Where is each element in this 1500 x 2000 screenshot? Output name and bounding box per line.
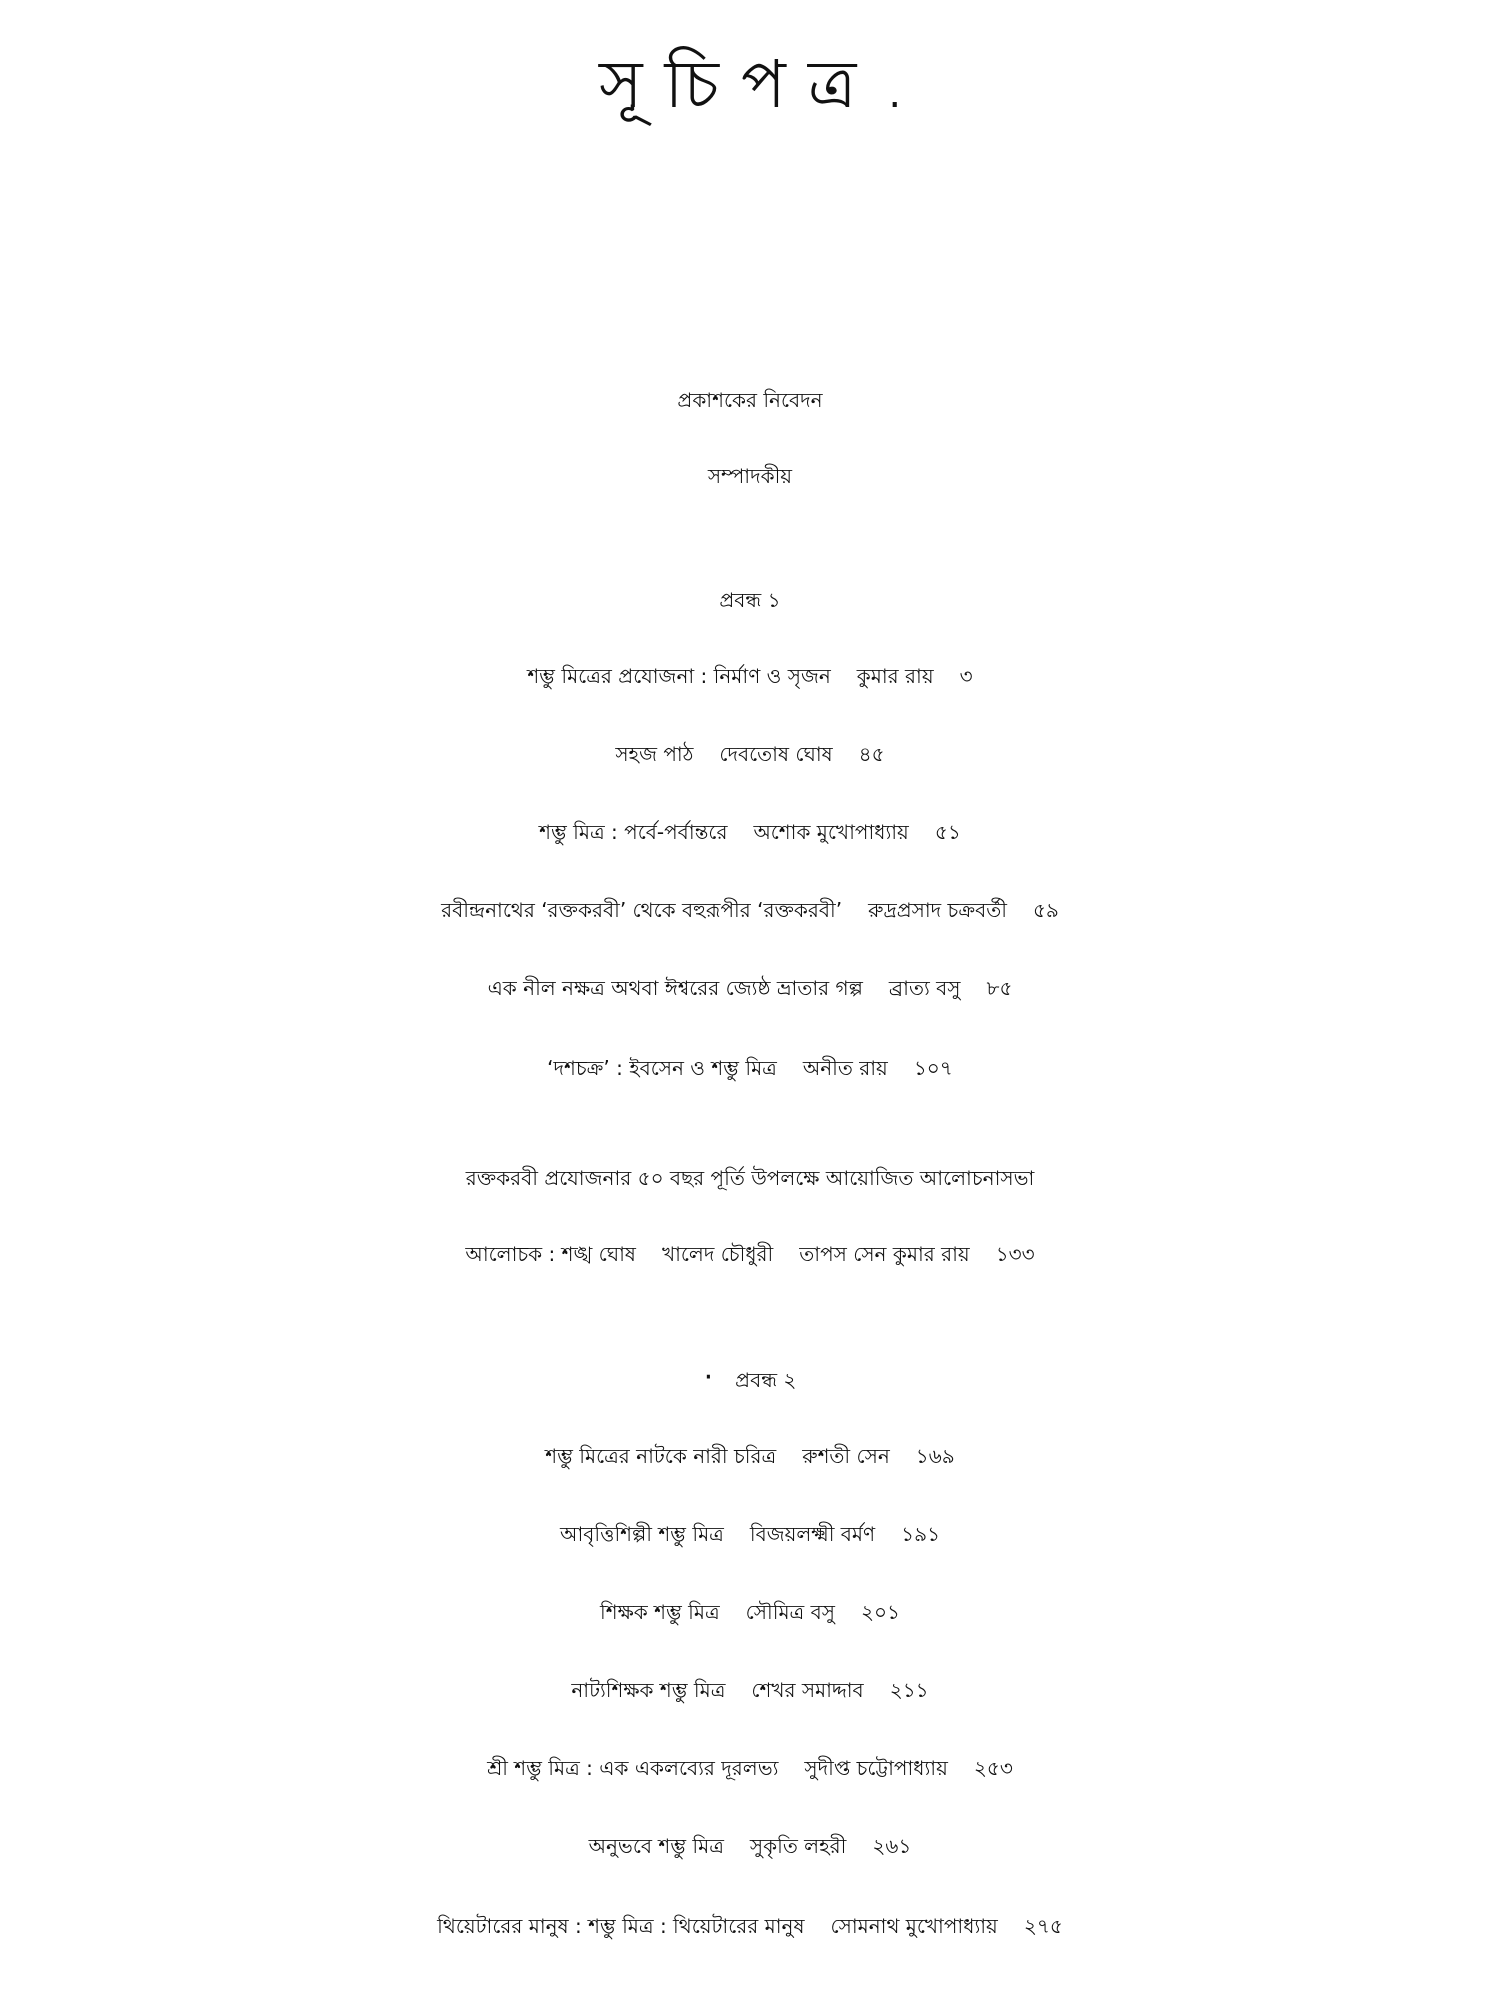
seminar-speaker: শঙ্খ ঘোষ xyxy=(561,1242,636,1266)
page-title xyxy=(0,40,1500,139)
seminar-speaker: কুমার রায় xyxy=(892,1242,970,1266)
entry-author: বিজয়লক্ষ্মী বর্মণ xyxy=(749,1522,876,1546)
entry-author: রুশতী সেন xyxy=(802,1444,890,1468)
seminar-speaker: তাপস সেন xyxy=(799,1242,887,1266)
entry-title: শম্ভু মিত্র : পর্বে-পর্বান্তরে xyxy=(539,820,728,844)
entry-title: সহজ পাঠ xyxy=(615,742,694,766)
toc-entry xyxy=(0,1584,1500,1640)
toc-entry xyxy=(0,1040,1500,1096)
seminar-label: আলোচক : xyxy=(465,1242,556,1266)
entry-page: ৪৫ xyxy=(858,742,885,766)
entry-page: ২০১ xyxy=(860,1600,900,1624)
front-matter-publisher-note: প্রকাশকের নিবেদন xyxy=(677,388,823,412)
entry-title: শম্ভু মিত্রের নাটকে নারী চরিত্র xyxy=(545,1444,777,1468)
entry-author: সোমনাথ মুখোপাধ্যায় xyxy=(830,1914,998,1938)
toc-entry xyxy=(0,1898,1500,1954)
toc-entry xyxy=(0,960,1500,1016)
entry-page: ২৫৩ xyxy=(973,1756,1013,1780)
entry-title: ‘দশচক্র’ : ইবসেন ও শম্ভু মিত্র xyxy=(547,1056,777,1080)
title-mark: . xyxy=(888,71,902,117)
entry-author: রুদ্রপ্রসাদ চক্রবর্তী xyxy=(868,898,1007,922)
seminar-speaker: খালেদ চৌধুরী xyxy=(661,1242,774,1266)
entry-title: শম্ভু মিত্রের প্রযোজনা : নির্মাণ ও সৃজন xyxy=(527,664,831,688)
section2-heading xyxy=(0,1350,1500,1408)
entry-author: সুদীপ্ত চট্টোপাধ্যায় xyxy=(804,1756,948,1780)
toc-entry xyxy=(0,726,1500,782)
front-matter-editorial: সম্পাদকীয় xyxy=(707,464,793,488)
section2-heading-text: প্রবন্ধ ২ xyxy=(735,1368,797,1392)
entry-author: সৌমিত্র বসু xyxy=(745,1600,835,1624)
toc-entry xyxy=(0,1506,1500,1562)
entry-title: অনুভবে শম্ভু মিত্র xyxy=(588,1834,724,1858)
entry-page: ১৯১ xyxy=(901,1522,941,1546)
entry-page: ৫৯ xyxy=(1032,898,1059,922)
entry-page: ১৬৯ xyxy=(915,1444,955,1468)
entry-author: ব্রাত্য বসু xyxy=(888,976,961,1000)
entry-author: সুকৃতি লহরী xyxy=(749,1834,847,1858)
toc-entry xyxy=(0,1662,1500,1718)
entry-page: ১০৭ xyxy=(913,1056,953,1080)
toc-entry xyxy=(0,1818,1500,1874)
toc-entry xyxy=(0,804,1500,860)
seminar-title: রক্তকরবী প্রযোজনার ৫০ বছর পূর্তি উপলক্ষে আয়োজিত আলোচনাসভা xyxy=(465,1166,1035,1190)
entry-title: এক নীল নক্ষত্র অথবা ঈশ্বরের জ্যেষ্ঠ ভ্রাতার গল্প xyxy=(487,976,863,1000)
entry-page: ৮৫ xyxy=(986,976,1013,1000)
entry-title: রবীন্দ্রনাথের ‘রক্তকরবী’ থেকে বহুরূপীর ‘রক্তকরবী’ xyxy=(441,898,843,922)
section1-heading: প্রবন্ধ ১ xyxy=(719,588,781,612)
entry-title: শিক্ষক শম্ভু মিত্র xyxy=(600,1600,720,1624)
entry-title: আবৃত্তিশিল্পী শম্ভু মিত্র xyxy=(559,1522,724,1546)
entry-page: ২৬১ xyxy=(872,1834,912,1858)
entry-title: নাট্যশিক্ষক শম্ভু মিত্র xyxy=(571,1678,726,1702)
title-text: সূচিপত্র xyxy=(598,46,879,123)
toc-entry xyxy=(0,882,1500,938)
entry-author: অনীত রায় xyxy=(802,1056,888,1080)
entry-title: শ্রী শম্ভু মিত্র : এক একলব্যের দূরলভ্য xyxy=(487,1756,779,1780)
toc-entry xyxy=(0,648,1500,704)
entry-page: ৫১ xyxy=(934,820,961,844)
entry-page: ২৭৫ xyxy=(1023,1914,1063,1938)
entry-title: থিয়েটারের মানুষ : শম্ভু মিত্র : থিয়েটারের মানুষ xyxy=(437,1914,805,1938)
entry-author: অশোক মুখোপাধ্যায় xyxy=(753,820,909,844)
entry-author: কুমার রায় xyxy=(856,664,934,688)
entry-author: দেবতোষ ঘোষ xyxy=(719,742,833,766)
toc-entry xyxy=(0,1428,1500,1484)
seminar-speakers xyxy=(0,1226,1500,1282)
section2-marker: · xyxy=(703,1360,714,1395)
entry-author: শেখর সমাদ্দাব xyxy=(751,1678,864,1702)
entry-page: ৩ xyxy=(959,664,973,688)
seminar-page: ১৩৩ xyxy=(995,1242,1035,1266)
toc-entry xyxy=(0,1740,1500,1796)
entry-page: ২১১ xyxy=(889,1678,929,1702)
